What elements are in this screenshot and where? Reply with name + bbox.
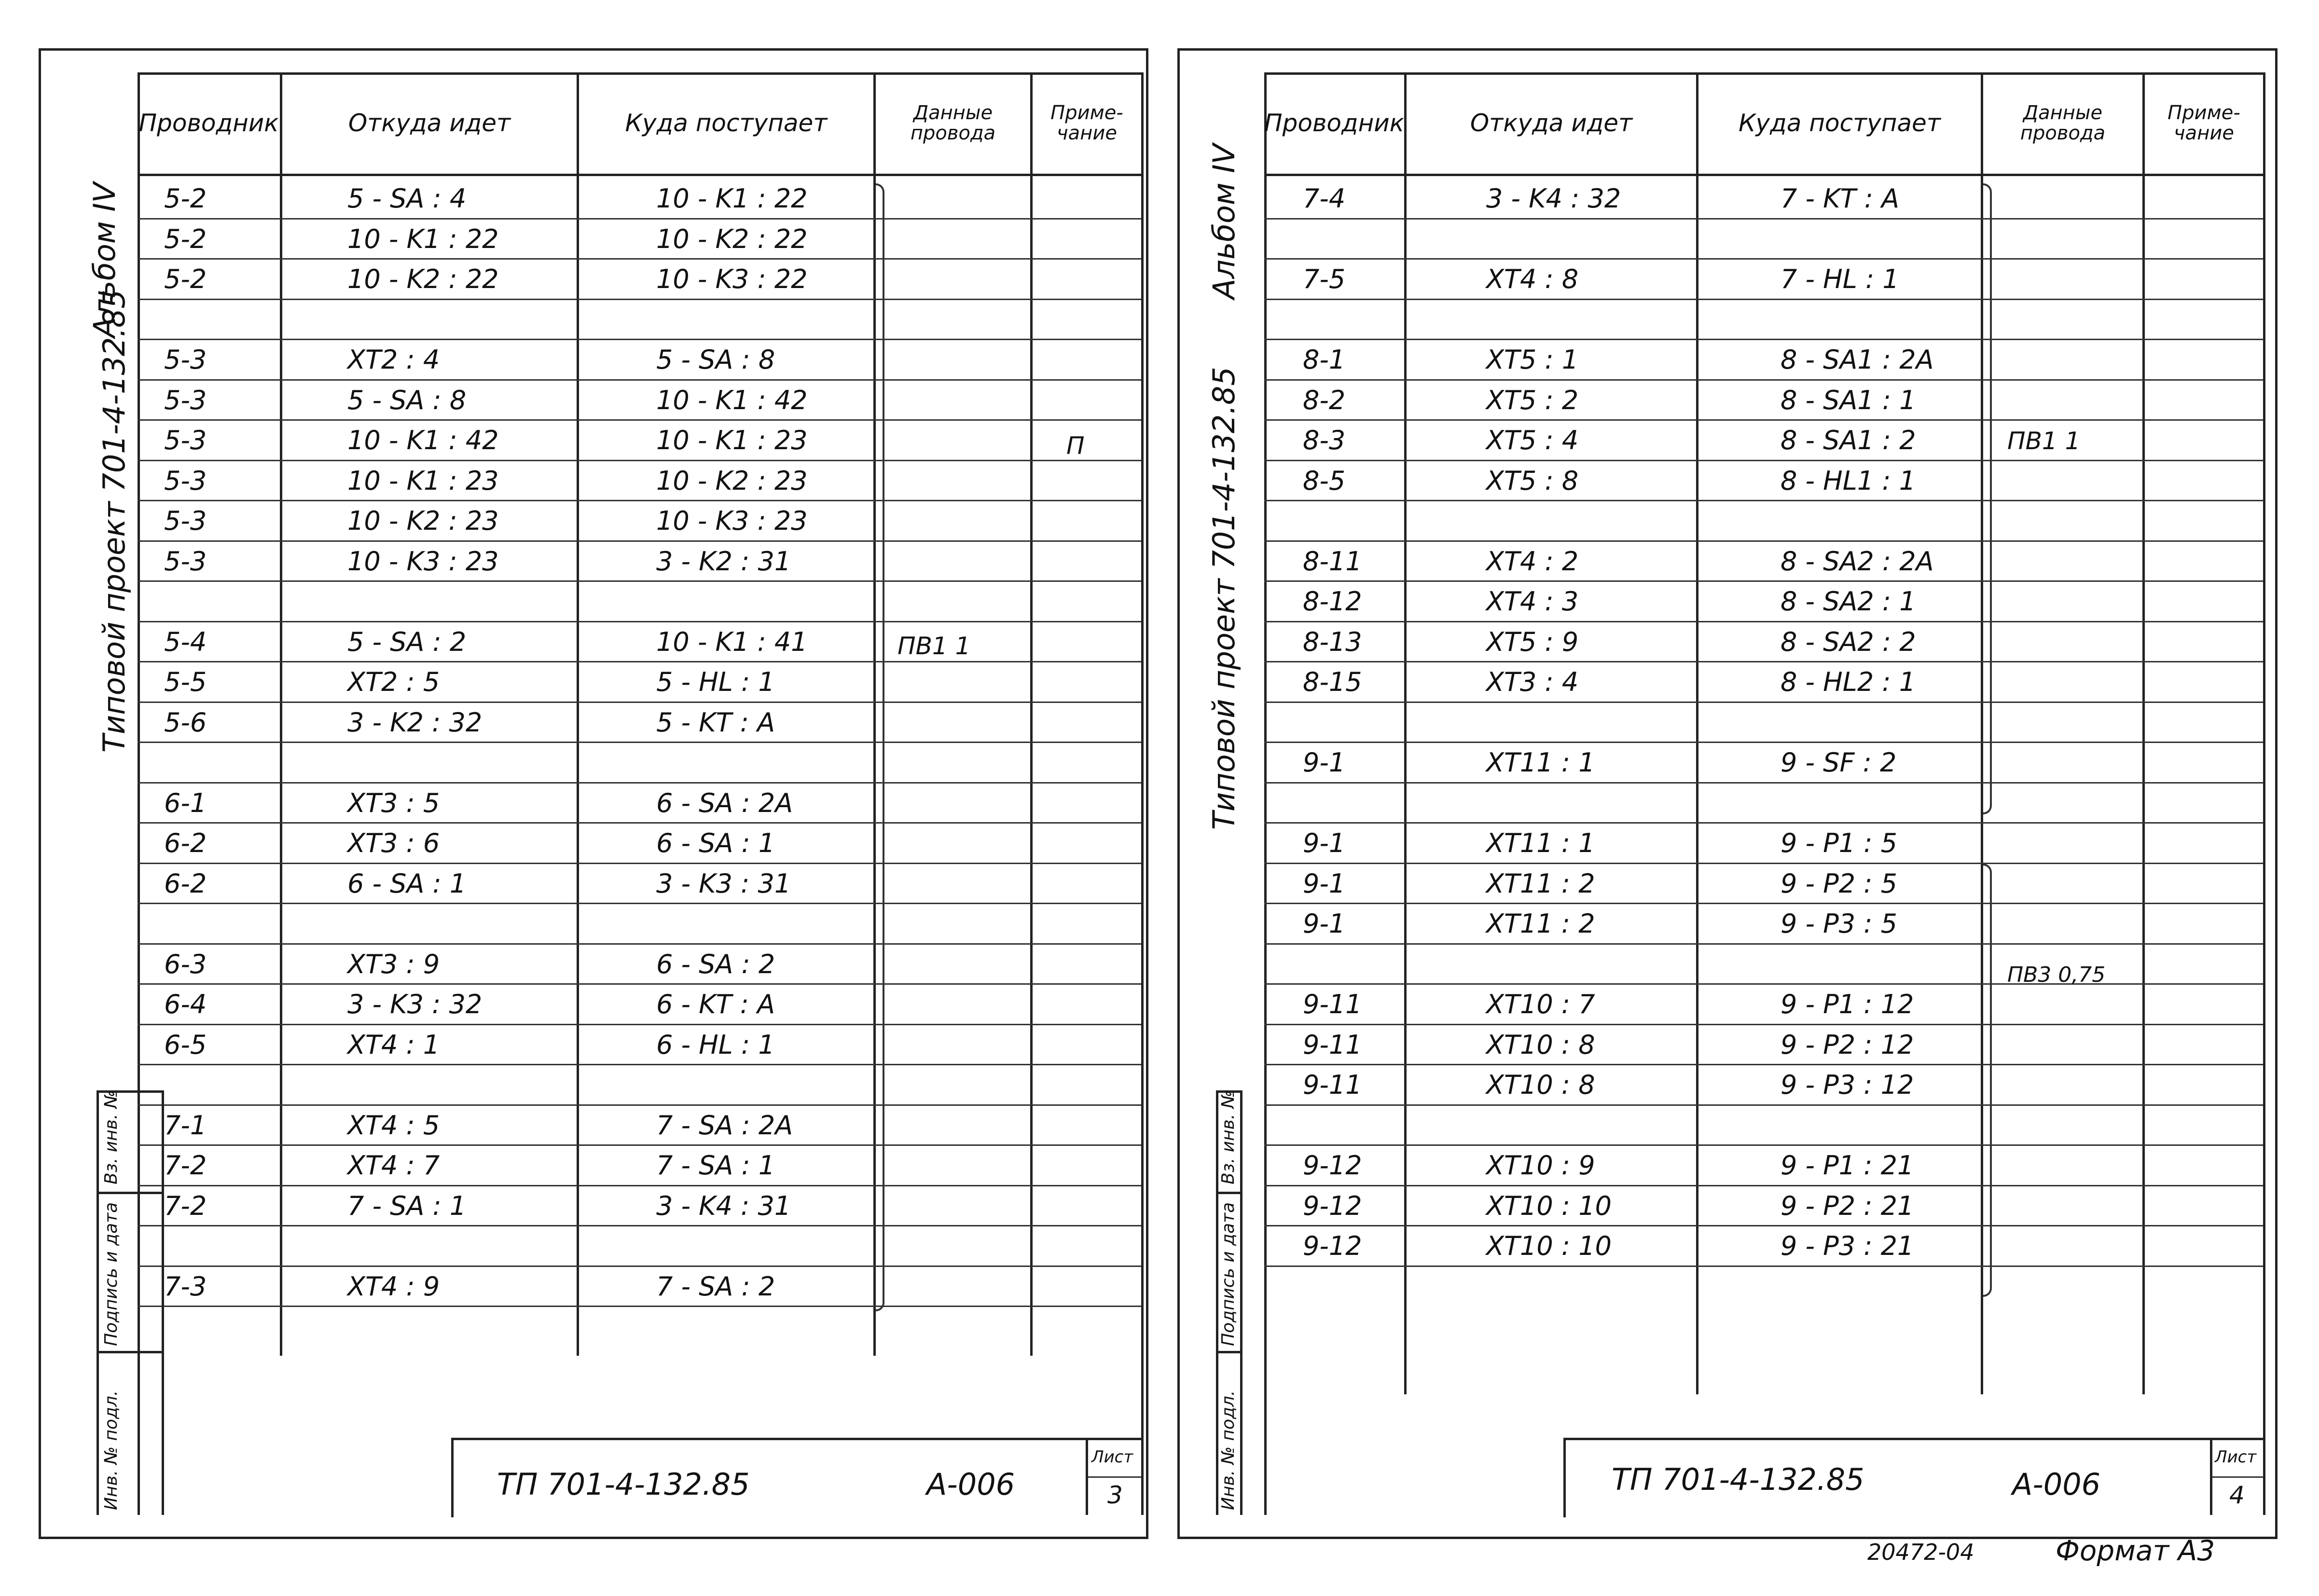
left-header-wire: Проводник [138, 109, 279, 137]
wire-cell: 9-1 [1303, 908, 1346, 939]
wire-cell: 6-5 [164, 1029, 207, 1060]
row-separator [138, 943, 1141, 945]
to-cell: 7 - SA : 1 [656, 1150, 775, 1181]
row-separator [138, 1225, 1141, 1226]
left-project-label: Типовой проект 701-4-132.85 [97, 289, 132, 753]
row-separator [138, 782, 1141, 784]
right-inv-label-3: Инв. № подл. [1218, 1390, 1238, 1510]
from-cell: 10 - K1 : 22 [347, 223, 499, 254]
row-separator [1264, 903, 2263, 904]
row-separator [138, 1266, 1141, 1267]
to-cell: 9 - P1 : 5 [1781, 828, 1897, 858]
row-separator [1264, 580, 2263, 582]
to-cell: 8 - SA2 : 1 [1781, 586, 1916, 617]
to-cell: 10 - K1 : 23 [656, 425, 808, 455]
from-cell: XT4 : 2 [1486, 546, 1579, 577]
from-cell: 10 - K1 : 23 [347, 465, 499, 496]
wire-cell: 7-3 [164, 1271, 207, 1302]
left-header-from: Откуда идет [348, 109, 511, 137]
to-cell: 7 - SA : 2A [656, 1110, 793, 1141]
left-stamp-doc: А-006 [926, 1467, 1015, 1502]
wire-cell: 7-5 [1303, 264, 1346, 294]
row-separator [1264, 782, 2263, 784]
to-cell: 7 - SA : 2 [656, 1271, 775, 1302]
row-separator [1264, 540, 2263, 542]
row-separator [1264, 822, 2263, 824]
to-cell: 8 - HL2 : 1 [1781, 667, 1916, 697]
right-wire-data-2: ПВ3 0,75 [2007, 963, 2106, 987]
row-separator [138, 1064, 1141, 1065]
to-cell: 10 - K3 : 22 [656, 264, 808, 294]
row-separator [138, 258, 1141, 260]
to-cell: 9 - P2 : 21 [1781, 1190, 1914, 1221]
from-cell: 10 - K1 : 42 [347, 425, 499, 455]
wire-cell: 5-3 [164, 465, 207, 496]
wire-cell: 7-4 [1303, 183, 1346, 214]
row-separator [138, 903, 1141, 904]
to-cell: 3 - K3 : 31 [656, 868, 791, 899]
from-cell: XT11 : 1 [1486, 747, 1595, 778]
to-cell: 9 - P3 : 12 [1781, 1070, 1914, 1100]
wire-cell: 5-6 [164, 707, 207, 738]
from-cell: XT4 : 1 [347, 1029, 440, 1060]
to-cell: 6 - SA : 2A [656, 787, 793, 818]
left-wire-data: ПВ1 1 [897, 632, 971, 660]
from-cell: XT3 : 6 [347, 828, 440, 858]
row-separator [138, 1024, 1141, 1025]
wire-cell: 8-3 [1303, 425, 1346, 455]
from-cell: 10 - K2 : 22 [347, 264, 499, 294]
to-cell: 6 - HL : 1 [656, 1029, 775, 1060]
to-cell: 8 - SA1 : 2A [1781, 344, 1934, 375]
to-cell: 10 - K2 : 22 [656, 223, 808, 254]
row-separator [1264, 863, 2263, 864]
wire-cell: 5-2 [164, 264, 207, 294]
from-cell: XT10 : 7 [1486, 989, 1595, 1019]
from-cell: 5 - SA : 4 [347, 183, 467, 214]
left-album-label: Альбом IV [87, 182, 122, 338]
from-cell: XT10 : 10 [1486, 1231, 1612, 1261]
wire-cell: 9-11 [1303, 1070, 1362, 1100]
left-stamp-code: ТП 701-4-132.85 [497, 1467, 750, 1502]
wire-cell: 9-12 [1303, 1190, 1362, 1221]
from-cell: XT5 : 4 [1486, 425, 1579, 455]
to-cell: 9 - P2 : 5 [1781, 868, 1897, 899]
row-separator [138, 661, 1141, 662]
row-separator [138, 419, 1141, 421]
right-header-wire: Проводник [1264, 109, 1404, 137]
left-bracket [876, 183, 884, 1311]
from-cell: XT5 : 8 [1486, 465, 1579, 496]
row-separator [1264, 943, 2263, 945]
from-cell: XT2 : 4 [347, 344, 440, 375]
wire-cell: 8-5 [1303, 465, 1346, 496]
row-separator [1264, 1266, 2263, 1267]
right-header-to: Куда поступает [1739, 109, 1941, 137]
wire-cell: 6-1 [164, 787, 207, 818]
from-cell: 3 - K2 : 32 [347, 707, 483, 738]
row-separator [1264, 1144, 2263, 1146]
left-header-to: Куда поступает [625, 109, 828, 137]
from-cell: XT4 : 9 [347, 1271, 440, 1302]
to-cell: 8 - SA1 : 2 [1781, 425, 1916, 455]
from-cell: 6 - SA : 1 [347, 868, 467, 899]
to-cell: 9 - P1 : 12 [1781, 989, 1914, 1019]
right-sheet-number: 4 [2229, 1481, 2245, 1509]
right-wire-data-1: ПВ1 1 [2007, 427, 2081, 455]
wire-cell: 8-15 [1303, 667, 1362, 697]
row-separator [1264, 1104, 2263, 1106]
row-separator [138, 1144, 1141, 1146]
from-cell: XT4 : 7 [347, 1150, 440, 1181]
row-separator [138, 983, 1141, 985]
to-cell: 5 - KT : A [656, 707, 775, 738]
row-separator [1264, 460, 2263, 461]
from-cell: XT3 : 9 [347, 949, 440, 979]
wire-cell: 9-1 [1303, 868, 1346, 899]
row-separator [138, 621, 1141, 622]
from-cell: XT11 : 2 [1486, 908, 1595, 939]
wire-cell: 6-3 [164, 949, 207, 979]
row-separator [1264, 983, 2263, 985]
left-sheet-number: 3 [1107, 1481, 1123, 1509]
from-cell: XT11 : 1 [1486, 828, 1595, 858]
wire-cell: 9-11 [1303, 989, 1362, 1019]
left-inv-label-1: Вз. инв. № [101, 1090, 121, 1184]
row-separator [1264, 379, 2263, 381]
left-note-mark: П [1066, 432, 1085, 460]
from-cell: XT5 : 1 [1486, 344, 1579, 375]
to-cell: 10 - K1 : 41 [656, 626, 808, 657]
to-cell: 6 - KT : A [656, 989, 775, 1019]
from-cell: XT3 : 4 [1486, 667, 1579, 697]
to-cell: 9 - SF : 2 [1781, 747, 1897, 778]
to-cell: 8 - SA2 : 2 [1781, 626, 1916, 657]
to-cell: 8 - HL1 : 1 [1781, 465, 1916, 496]
to-cell: 8 - SA2 : 2A [1781, 546, 1934, 577]
to-cell: 9 - P3 : 21 [1781, 1231, 1914, 1261]
row-separator [138, 460, 1141, 461]
row-separator [1264, 702, 2263, 703]
from-cell: XT5 : 2 [1486, 385, 1579, 415]
right-stamp-code: ТП 701-4-132.85 [1612, 1462, 1864, 1497]
row-separator [138, 379, 1141, 381]
right-header-data: Данные провода [2020, 102, 2106, 144]
row-separator [138, 299, 1141, 300]
to-cell: 8 - SA1 : 1 [1781, 385, 1916, 415]
to-cell: 10 - K1 : 22 [656, 183, 808, 214]
to-cell: 5 - SA : 8 [656, 344, 775, 375]
wire-cell: 9-12 [1303, 1231, 1362, 1261]
row-separator [1264, 500, 2263, 501]
right-header-from: Откуда идет [1470, 109, 1633, 137]
from-cell: XT10 : 8 [1486, 1070, 1595, 1100]
to-cell: 10 - K1 : 42 [656, 385, 808, 415]
row-separator [1264, 1185, 2263, 1186]
row-separator [138, 742, 1141, 743]
wire-cell: 9-1 [1303, 828, 1346, 858]
right-bracket-1 [1983, 183, 1992, 814]
wire-cell: 7-2 [164, 1150, 207, 1181]
right-project-label: Типовой проект 701-4-132.85 [1206, 367, 1242, 830]
left-header-data: Данные провода [910, 102, 996, 144]
row-separator [138, 500, 1141, 501]
to-cell: 3 - K2 : 31 [656, 546, 791, 577]
wire-cell: 8-11 [1303, 546, 1362, 577]
footer-format: Формат А3 [2056, 1534, 2215, 1567]
wire-cell: 9-12 [1303, 1150, 1362, 1181]
from-cell: 7 - SA : 1 [347, 1190, 467, 1221]
from-cell: 10 - K3 : 23 [347, 546, 499, 577]
from-cell: XT4 : 5 [347, 1110, 440, 1141]
wire-cell: 7-2 [164, 1190, 207, 1221]
row-separator [1264, 419, 2263, 421]
row-separator [138, 1104, 1141, 1106]
row-separator [1264, 339, 2263, 340]
right-album-label: Альбом IV [1206, 144, 1242, 299]
left-header-note: Приме-чание [1050, 102, 1123, 144]
from-cell: XT10 : 8 [1486, 1029, 1595, 1060]
wire-cell: 9-1 [1303, 747, 1346, 778]
wire-cell: 5-2 [164, 183, 207, 214]
from-cell: XT4 : 8 [1486, 264, 1579, 294]
row-separator [138, 702, 1141, 703]
wire-cell: 7-1 [164, 1110, 207, 1141]
from-cell: 3 - K3 : 32 [347, 989, 483, 1019]
from-cell: 10 - K2 : 23 [347, 506, 499, 536]
wire-cell: 5-3 [164, 344, 207, 375]
wire-cell: 8-12 [1303, 586, 1362, 617]
footer-number: 20472-04 [1867, 1539, 1974, 1565]
from-cell: XT10 : 9 [1486, 1150, 1595, 1181]
to-cell: 7 - HL : 1 [1781, 264, 1899, 294]
right-header-note: Приме-чание [2167, 102, 2240, 144]
row-separator [1264, 742, 2263, 743]
row-separator [138, 822, 1141, 824]
row-separator [1264, 258, 2263, 260]
wire-cell: 8-2 [1303, 385, 1346, 415]
to-cell: 9 - P2 : 12 [1781, 1029, 1914, 1060]
left-sheet-label: Лист [1091, 1447, 1133, 1467]
wire-cell: 5-3 [164, 425, 207, 455]
to-cell: 6 - SA : 2 [656, 949, 775, 979]
row-separator [138, 540, 1141, 542]
to-cell: 10 - K3 : 23 [656, 506, 808, 536]
row-separator [138, 863, 1141, 864]
wire-cell: 8-1 [1303, 344, 1346, 375]
row-separator [1264, 621, 2263, 622]
wire-cell: 5-3 [164, 385, 207, 415]
row-separator [138, 218, 1141, 220]
from-cell: 5 - SA : 2 [347, 626, 467, 657]
row-separator [1264, 218, 2263, 220]
wire-cell: 5-5 [164, 667, 207, 697]
right-inv-label-2: Подпись и дата [1218, 1202, 1238, 1346]
row-separator [138, 1306, 1141, 1307]
from-cell: XT4 : 3 [1486, 586, 1579, 617]
wire-cell: 6-2 [164, 868, 207, 899]
wire-cell: 5-3 [164, 546, 207, 577]
from-cell: 5 - SA : 8 [347, 385, 467, 415]
left-inv-label-2: Подпись и дата [101, 1202, 121, 1346]
row-separator [1264, 661, 2263, 662]
row-separator [138, 580, 1141, 582]
wire-cell: 5-3 [164, 506, 207, 536]
row-separator [138, 339, 1141, 340]
from-cell: 3 - K4 : 32 [1486, 183, 1621, 214]
to-cell: 10 - K2 : 23 [656, 465, 808, 496]
right-sheet-label: Лист [2215, 1447, 2257, 1467]
right-inv-label-1: Вз. инв. № [1218, 1090, 1238, 1184]
row-separator [138, 1185, 1141, 1186]
wire-cell: 9-11 [1303, 1029, 1362, 1060]
wire-cell: 5-4 [164, 626, 207, 657]
wire-cell: 6-4 [164, 989, 207, 1019]
to-cell: 6 - SA : 1 [656, 828, 775, 858]
to-cell: 9 - P3 : 5 [1781, 908, 1897, 939]
to-cell: 3 - K4 : 31 [656, 1190, 791, 1221]
right-stamp-doc: А-006 [2012, 1467, 2101, 1502]
to-cell: 7 - KT : A [1781, 183, 1900, 214]
wire-cell: 5-2 [164, 223, 207, 254]
to-cell: 5 - HL : 1 [656, 667, 775, 697]
wire-cell: 6-2 [164, 828, 207, 858]
from-cell: XT5 : 9 [1486, 626, 1579, 657]
from-cell: XT11 : 2 [1486, 868, 1595, 899]
row-separator [1264, 1064, 2263, 1065]
from-cell: XT3 : 5 [347, 787, 440, 818]
row-separator [1264, 299, 2263, 300]
from-cell: XT2 : 5 [347, 667, 440, 697]
wire-cell: 8-13 [1303, 626, 1362, 657]
left-inv-label-3: Инв. № подл. [101, 1390, 121, 1510]
row-separator [1264, 1024, 2263, 1025]
right-bracket-2 [1983, 864, 1992, 1297]
to-cell: 9 - P1 : 21 [1781, 1150, 1914, 1181]
from-cell: XT10 : 10 [1486, 1190, 1612, 1221]
row-separator [1264, 1225, 2263, 1226]
